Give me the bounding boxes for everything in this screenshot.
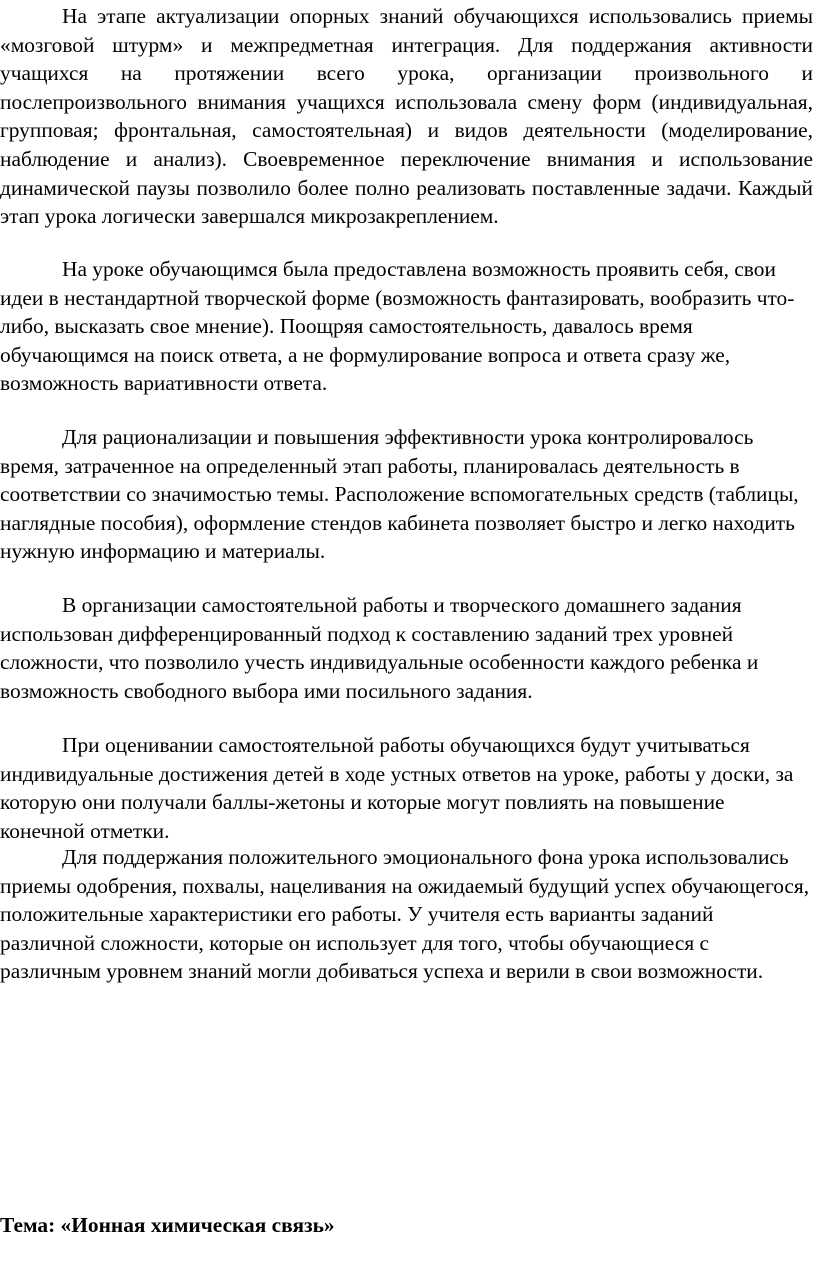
paragraph-rationalization: Для рационализации и повышения эффективности урока контролировалось время, затраченное на определенный этап работы, планировалась деятельность в соответствии со значимостью темы. Расположение вспомогательных средств (таблицы, наглядные пособия), оформление стендов кабинета позволяет быстро и легко находить нужную информацию и материалы. <box>0 425 799 564</box>
topic-heading: Тема: «Ионная химическая связь» <box>0 1213 335 1237</box>
paragraph-techniques: На этапе актуализации опорных знаний обучающихся использовались приемы «мозговой штурм» и межпредметная интеграция. Для поддержания активности учащихся на протяжении всего урока, организации произвольного и послепроизвольного внимания учащихся использовала смену форм (индивидуальная, групповая; фронтальная, самостоятельная) и видов деятельности (моделирование, наблюдение и анализ). Своевременное переключение внимания и использование динамической паузы позволило более полно реализовать поставленные задачи. Каждый этап урока логически завершался микрозакреплением. <box>0 4 813 229</box>
paragraph-independent-work: В организации самостоятельной работы и творческого домашнего задания использован дифференцированный подход к составлению заданий трех уровней сложности, что позволило учесть индивидуальные особенности каждого ребенка и возможность свободного выбора ими посильного задания. <box>0 593 759 703</box>
paragraph-assessment: При оценивании самостоятельной работы обучающихся будут учитываться индивидуальные достижения детей в ходе устных ответов на уроке, работы у доски, за которую они получали баллы-жетоны и которые могут повлиять на повышение конечной отметки. <box>0 733 794 843</box>
paragraph-emotional-background: Для поддержания положительного эмоционального фона урока использовались приемы одобрения, похвалы, нацеливания на ожидаемый будущий успех обучающегося, положительные характеристики его работы. У учителя есть варианты заданий различной сложности, которые он использует для того, чтобы обучающиеся с различным уровнем знаний могли добиваться успеха и верили в свои возможности. <box>0 845 810 984</box>
paragraph-creativity: На уроке обучающимся была предоставлена возможность проявить себя, свои идеи в нестандартной творческой форме (возможность фантазировать, вообразить что-либо, высказать свое мнение). Поощряя самостоятельность, давалось время обучающимся на поиск ответа, а не формулирование вопроса и ответа сразу же, возможность вариативности ответа. <box>0 257 795 396</box>
